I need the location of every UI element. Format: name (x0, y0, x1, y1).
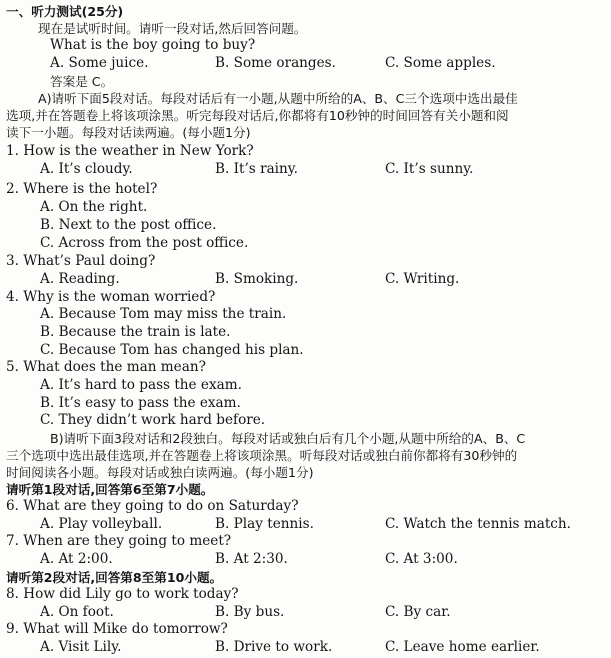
part-b-instruction-2: 三个选项中选出最佳选项,并在答题卷上将该项涂黑。听每段对话或独白前你都将有30秒钟的 (6, 448, 518, 463)
q3-option-b: B. Smoking. (215, 271, 299, 287)
q1-option-b: B. It’s rainy. (215, 161, 298, 177)
q5-option-c: C. They didn’t work hard before. (40, 412, 266, 428)
q8-option-b: B. By bus. (215, 604, 285, 620)
q3-option-a: A. Reading. (40, 271, 120, 287)
q1-option-c: C. It’s sunny. (385, 161, 474, 177)
q2-option-a: A. On the right. (40, 199, 148, 215)
question-7: 7. When are they going to meet? (6, 533, 232, 549)
q4-option-a: A. Because Tom may miss the train. (40, 306, 287, 322)
part-b-instruction-1: B)请听下面3段对话和2段独白。每段对话或独白后有几个小题,从题中所给的A、B、C (50, 431, 526, 446)
q6-option-c: C. Watch the tennis match. (385, 516, 571, 532)
question-4: 4. Why is the woman worried? (6, 289, 216, 305)
q8-option-c: C. By car. (385, 604, 451, 620)
q3-option-c: C. Writing. (385, 271, 460, 287)
question-1: 1. How is the weather in New York? (6, 143, 254, 159)
example-option-a: A. Some juice. (50, 55, 149, 71)
part-a-instruction-1: A)请听下面5段对话。每段对话后有一小题,从题中所给的A、B、C三个选项中选出最佳 (38, 91, 518, 106)
example-answer: 答案是 C。 (50, 74, 114, 89)
question-6: 6. What are they going to do on Saturday? (6, 498, 299, 514)
q2-option-c: C. Across from the post office. (40, 235, 249, 251)
q5-option-b: B. It’s easy to pass the exam. (40, 395, 241, 411)
part-b-instruction-3: 时间阅读各小题。每段对话或独白读两遍。(每小题1分) (6, 465, 314, 480)
question-5: 5. What does the man mean? (6, 359, 206, 375)
q8-option-a: A. On foot. (40, 604, 114, 620)
example-option-c: C. Some apples. (385, 55, 496, 71)
q9-option-c: C. Leave home earlier. (385, 639, 540, 655)
question-2: 2. Where is the hotel? (6, 181, 158, 197)
q7-option-b: B. At 2:30. (215, 551, 288, 567)
q4-option-c: C. Because Tom has changed his plan. (40, 342, 304, 358)
q4-option-b: B. Because the train is late. (40, 324, 231, 340)
part-a-instruction-2: 选项,并在答题卷上将该项涂黑。听完每段对话后,你都将有10秒钟的时间回答有关小题和阅 (6, 108, 509, 123)
section-title: 一、听力测试(25分) (6, 4, 124, 19)
part-a-instruction-3: 读下一小题。每段对话读两遍。(每小题1分) (6, 125, 251, 140)
q9-option-b: B. Drive to work. (215, 639, 333, 655)
dialogue-2-label: 请听第2段对话,回答第8至第10小题。 (6, 570, 223, 585)
example-option-b: B. Some oranges. (215, 55, 336, 71)
q6-option-b: B. Play tennis. (215, 516, 314, 532)
q7-option-a: A. At 2:00. (40, 551, 113, 567)
q1-option-a: A. It’s cloudy. (40, 161, 133, 177)
q7-option-c: C. At 3:00. (385, 551, 458, 567)
dialogue-1-label: 请听第1段对话,回答第6至第7小题。 (6, 482, 214, 497)
q9-option-a: A. Visit Lily. (40, 639, 122, 655)
q5-option-a: A. It’s hard to pass the exam. (40, 377, 242, 393)
example-question: What is the boy going to buy? (50, 37, 256, 53)
question-9: 9. What will Mike do tomorrow? (6, 621, 228, 637)
question-8: 8. How did Lily go to work today? (6, 586, 239, 602)
q6-option-a: A. Play volleyball. (40, 516, 163, 532)
q2-option-b: B. Next to the post office. (40, 217, 217, 233)
question-3: 3. What’s Paul doing? (6, 253, 156, 269)
example-intro: 现在是试听时间。请听一段对话,然后回答问题。 (38, 21, 307, 36)
